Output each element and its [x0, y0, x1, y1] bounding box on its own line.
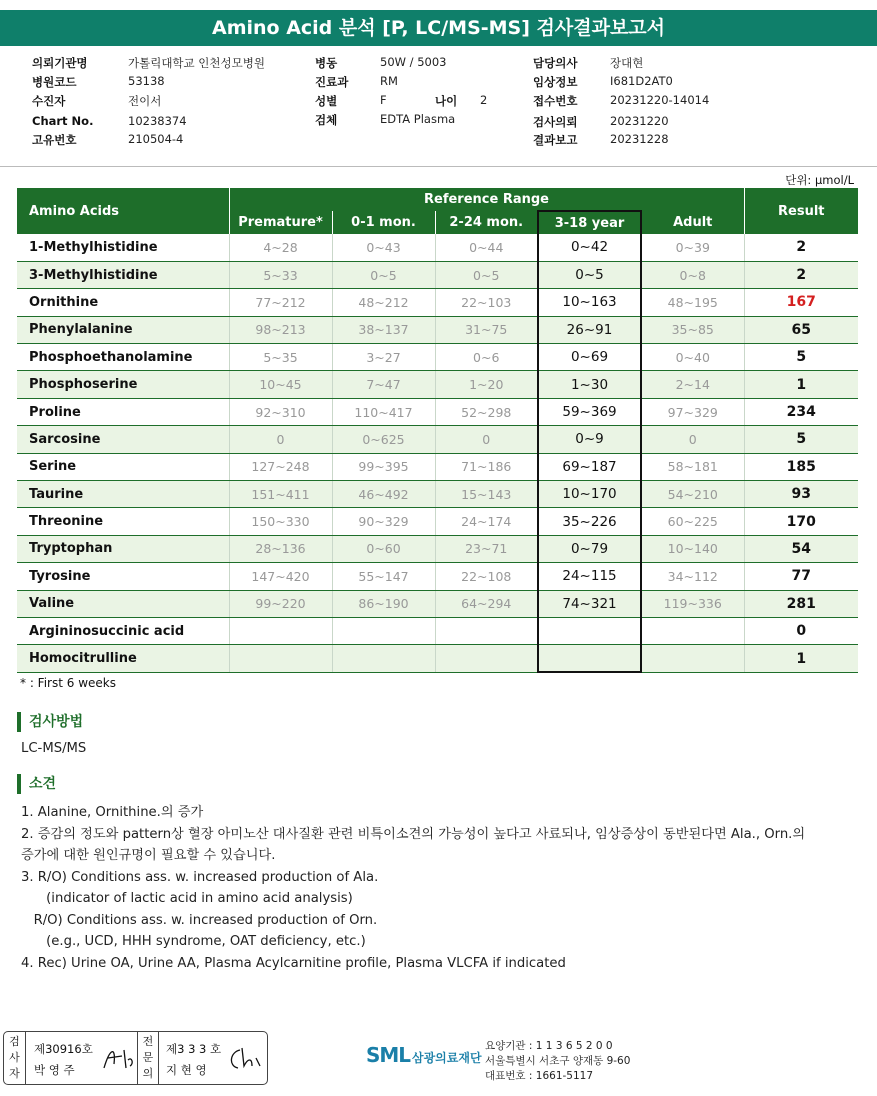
range-0-1-mon: 0~43 [332, 234, 435, 261]
range-0-1-mon: 48~212 [332, 289, 435, 316]
premature-range: 4~28 [229, 234, 332, 261]
range-3-18-year: 59~369 [538, 398, 641, 425]
result-value: 170 [744, 508, 858, 535]
premature-range: 147~420 [229, 563, 332, 590]
range-0-1-mon [332, 645, 435, 672]
adult-range: 0~39 [641, 234, 744, 261]
amino-acid-table [17, 188, 858, 673]
table-row [17, 535, 858, 562]
range-0-1-mon: 86~190 [332, 590, 435, 617]
range-3-18-year: 0~9 [538, 426, 641, 453]
logo-org-name: 삼광의료재단 [412, 1051, 482, 1065]
range-3-18-year: 0~69 [538, 344, 641, 371]
result-value: 54 [744, 535, 858, 562]
amino-acid-name: Taurine [17, 481, 229, 508]
finding-line: 4. Rec) Urine OA, Urine AA, Plasma Acylcarnitine profile, Plasma VLCFA if indicated [21, 955, 566, 971]
table-row [17, 426, 858, 453]
amino-acid-name: Phosphoserine [17, 371, 229, 398]
table-row [17, 481, 858, 508]
result-value: 185 [744, 453, 858, 480]
specialist-signature [226, 1044, 264, 1074]
range-2-24-mon: 0~44 [435, 234, 538, 261]
dept-value: RM [380, 74, 398, 88]
premature-range [229, 617, 332, 644]
finding-line: 1. Alanine, Ornithine.의 증가 [21, 805, 204, 820]
range-2-24-mon: 64~294 [435, 590, 538, 617]
col-reference-range: Reference Range [229, 188, 744, 211]
result-value: 281 [744, 590, 858, 617]
premature-range: 77~212 [229, 289, 332, 316]
footnote: * : First 6 weeks [20, 676, 116, 690]
collector-value: 전이서 [128, 94, 162, 108]
table-row [17, 590, 858, 617]
amino-acid-name: Homocitrulline [17, 645, 229, 672]
range-2-24-mon: 1~20 [435, 371, 538, 398]
table-row [17, 645, 858, 672]
specialist-name: 지 현 영 [166, 1063, 207, 1077]
clinical-value: I681D2AT0 [610, 74, 673, 88]
unique-no-value: 210504-4 [128, 132, 184, 146]
range-2-24-mon: 31~75 [435, 316, 538, 343]
tester-name: 박 영 주 [34, 1063, 75, 1077]
range-0-1-mon: 46~492 [332, 481, 435, 508]
result-value: 5 [744, 426, 858, 453]
amino-acid-name: Valine [17, 590, 229, 617]
table-row [17, 234, 858, 261]
amino-acid-name: Ornithine [17, 289, 229, 316]
range-2-24-mon: 52~298 [435, 398, 538, 425]
receipt-label: 접수번호 [533, 94, 578, 108]
table-row [17, 563, 858, 590]
adult-range: 60~225 [641, 508, 744, 535]
amino-acid-name: 1-Methylhistidine [17, 234, 229, 261]
result-value: 2 [744, 261, 858, 288]
range-0-1-mon: 90~329 [332, 508, 435, 535]
range-2-24-mon [435, 617, 538, 644]
table-row [17, 344, 858, 371]
report-date: 20231228 [610, 132, 669, 146]
method-heading: 검사방법 [17, 712, 83, 732]
adult-range [641, 645, 744, 672]
range-0-1-mon: 55~147 [332, 563, 435, 590]
chart-no-value: 10238374 [128, 114, 187, 128]
institution-value: 가톨릭대학교 인천성모병원 [128, 56, 265, 70]
sex-value: F [380, 93, 387, 107]
sml-logo [366, 1043, 482, 1067]
request-label: 검사의뢰 [533, 115, 578, 129]
hospital-code-label: 병원코드 [32, 75, 77, 89]
table-row [17, 371, 858, 398]
adult-range: 34~112 [641, 563, 744, 590]
col-result: Result [744, 188, 858, 234]
amino-acid-name: Phenylalanine [17, 316, 229, 343]
range-3-18-year: 35~226 [538, 508, 641, 535]
col-adult: Adult [641, 211, 744, 234]
range-0-1-mon: 99~395 [332, 453, 435, 480]
premature-range: 10~45 [229, 371, 332, 398]
range-0-1-mon: 38~137 [332, 316, 435, 343]
ward-label: 병동 [315, 56, 338, 70]
findings-heading: 소견 [17, 774, 56, 794]
table-row [17, 289, 858, 316]
range-3-18-year: 0~5 [538, 261, 641, 288]
table-row [17, 508, 858, 535]
range-3-18-year: 10~163 [538, 289, 641, 316]
signature-box [3, 1031, 268, 1085]
range-3-18-year: 0~79 [538, 535, 641, 562]
result-value: 0 [744, 617, 858, 644]
institution-label: 의뢰기관명 [32, 56, 88, 70]
range-2-24-mon: 23~71 [435, 535, 538, 562]
range-0-1-mon: 0~60 [332, 535, 435, 562]
doctor-value: 장대현 [610, 56, 644, 70]
range-2-24-mon: 0~6 [435, 344, 538, 371]
ward-value: 50W / 5003 [380, 55, 447, 69]
range-0-1-mon: 3~27 [332, 344, 435, 371]
finding-line: 3. R/O) Conditions ass. w. increased production of Ala. [21, 869, 379, 885]
premature-range [229, 645, 332, 672]
org-code: 요양기관 : 1 1 3 6 5 2 0 0 [485, 1040, 613, 1052]
doctor-label: 담당의사 [533, 56, 578, 70]
adult-range: 0 [641, 426, 744, 453]
premature-range: 5~33 [229, 261, 332, 288]
range-2-24-mon: 15~143 [435, 481, 538, 508]
range-0-1-mon: 0~5 [332, 261, 435, 288]
unit-label: 단위: μmol/L [785, 173, 854, 187]
age-label: 나이 [435, 94, 458, 108]
result-value: 77 [744, 563, 858, 590]
col-0-1-mon: 0-1 mon. [332, 211, 435, 234]
amino-acid-name: Tyrosine [17, 563, 229, 590]
collector-label: 수진자 [32, 94, 66, 108]
result-value: 65 [744, 316, 858, 343]
col-3-18-year: 3-18 year [538, 211, 641, 234]
table-row [17, 316, 858, 343]
range-3-18-year [538, 617, 641, 644]
amino-acid-name: Sarcosine [17, 426, 229, 453]
amino-acid-name: Phosphoethanolamine [17, 344, 229, 371]
premature-range: 28~136 [229, 535, 332, 562]
premature-range: 127~248 [229, 453, 332, 480]
adult-range [641, 617, 744, 644]
premature-range: 151~411 [229, 481, 332, 508]
premature-range: 99~220 [229, 590, 332, 617]
specimen-value: EDTA Plasma [380, 112, 456, 126]
premature-range: 0 [229, 426, 332, 453]
range-2-24-mon: 22~103 [435, 289, 538, 316]
range-3-18-year: 26~91 [538, 316, 641, 343]
premature-range: 92~310 [229, 398, 332, 425]
adult-range: 35~85 [641, 316, 744, 343]
chart-no-label: Chart No. [32, 114, 94, 128]
tester-no: 제30916호 [34, 1042, 93, 1056]
col-amino-acids: Amino Acids [17, 188, 229, 234]
table-row [17, 261, 858, 288]
clinical-label: 임상정보 [533, 75, 578, 89]
amino-acid-name: Serine [17, 453, 229, 480]
range-3-18-year: 24~115 [538, 563, 641, 590]
finding-line: 증가에 대한 원인규명이 필요할 수 있습니다. [21, 848, 276, 863]
premature-range: 5~35 [229, 344, 332, 371]
amino-acid-name: Proline [17, 398, 229, 425]
age-value: 2 [480, 93, 488, 107]
hospital-code-value: 53138 [128, 74, 165, 88]
tester-label: 검사자 [4, 1032, 26, 1084]
result-value: 2 [744, 234, 858, 261]
range-2-24-mon: 0 [435, 426, 538, 453]
range-2-24-mon [435, 645, 538, 672]
result-value: 167 [744, 289, 858, 316]
finding-line: (indicator of lactic acid in amino acid analysis) [21, 891, 353, 906]
amino-acid-name: Tryptophan [17, 535, 229, 562]
range-2-24-mon: 0~5 [435, 261, 538, 288]
info-divider [0, 166, 877, 167]
range-3-18-year: 0~42 [538, 234, 641, 261]
adult-range: 10~140 [641, 535, 744, 562]
adult-range: 2~14 [641, 371, 744, 398]
amino-acid-name: 3-Methylhistidine [17, 261, 229, 288]
finding-line: 2. 증감의 정도와 pattern상 혈장 아미노산 대사질환 관련 비특이소견의 가능성이 높다고 사료되나, 임상증상이 동반된다면 Ala., Orn.의 [21, 826, 806, 842]
adult-range: 58~181 [641, 453, 744, 480]
premature-range: 150~330 [229, 508, 332, 535]
org-phone: 대표번호 : 1661-5117 [485, 1070, 594, 1082]
result-value: 234 [744, 398, 858, 425]
finding-line: (e.g., UCD, HHH syndrome, OAT deficiency, etc.) [21, 934, 366, 949]
adult-range: 48~195 [641, 289, 744, 316]
request-date: 20231220 [610, 114, 669, 128]
range-0-1-mon: 110~417 [332, 398, 435, 425]
sex-label: 성별 [315, 94, 338, 108]
range-3-18-year: 74~321 [538, 590, 641, 617]
result-value: 93 [744, 481, 858, 508]
range-0-1-mon: 7~47 [332, 371, 435, 398]
range-3-18-year [538, 645, 641, 672]
col-2-24-mon: 2-24 mon. [435, 211, 538, 234]
table-row [17, 398, 858, 425]
range-3-18-year: 69~187 [538, 453, 641, 480]
specialist-no: 제3 3 3 호 [166, 1042, 222, 1056]
amino-acid-name: Argininosuccinic acid [17, 617, 229, 644]
report-label: 결과보고 [533, 133, 578, 147]
method-text: LC-MS/MS [21, 741, 87, 756]
receipt-value: 20231220-14014 [610, 93, 710, 107]
range-0-1-mon: 0~625 [332, 426, 435, 453]
finding-line: R/O) Conditions ass. w. increased production of Orn. [21, 912, 378, 928]
range-3-18-year: 1~30 [538, 371, 641, 398]
adult-range: 0~40 [641, 344, 744, 371]
result-value: 1 [744, 645, 858, 672]
col-premature: Premature* [229, 211, 332, 234]
table-row [17, 453, 858, 480]
dept-label: 진료과 [315, 75, 349, 89]
org-address: 서울특별시 서초구 양재동 9-60 [485, 1055, 631, 1067]
adult-range: 119~336 [641, 590, 744, 617]
result-value: 1 [744, 371, 858, 398]
patient-info [0, 55, 877, 165]
range-3-18-year: 10~170 [538, 481, 641, 508]
amino-acid-name: Threonine [17, 508, 229, 535]
range-2-24-mon: 22~108 [435, 563, 538, 590]
adult-range: 97~329 [641, 398, 744, 425]
logo-mark: SML [366, 1043, 411, 1067]
report-title: Amino Acid 분석 [P, LC/MS-MS] 검사결과보고서 [0, 10, 877, 46]
range-0-1-mon [332, 617, 435, 644]
tester-signature [100, 1042, 136, 1074]
specimen-label: 검체 [315, 113, 338, 127]
adult-range: 0~8 [641, 261, 744, 288]
range-2-24-mon: 24~174 [435, 508, 538, 535]
org-info [485, 1039, 630, 1084]
unique-no-label: 고유번호 [32, 133, 77, 147]
specialist-label: 전문의 [137, 1032, 159, 1084]
range-2-24-mon: 71~186 [435, 453, 538, 480]
adult-range: 54~210 [641, 481, 744, 508]
result-value: 5 [744, 344, 858, 371]
table-row [17, 617, 858, 644]
premature-range: 98~213 [229, 316, 332, 343]
